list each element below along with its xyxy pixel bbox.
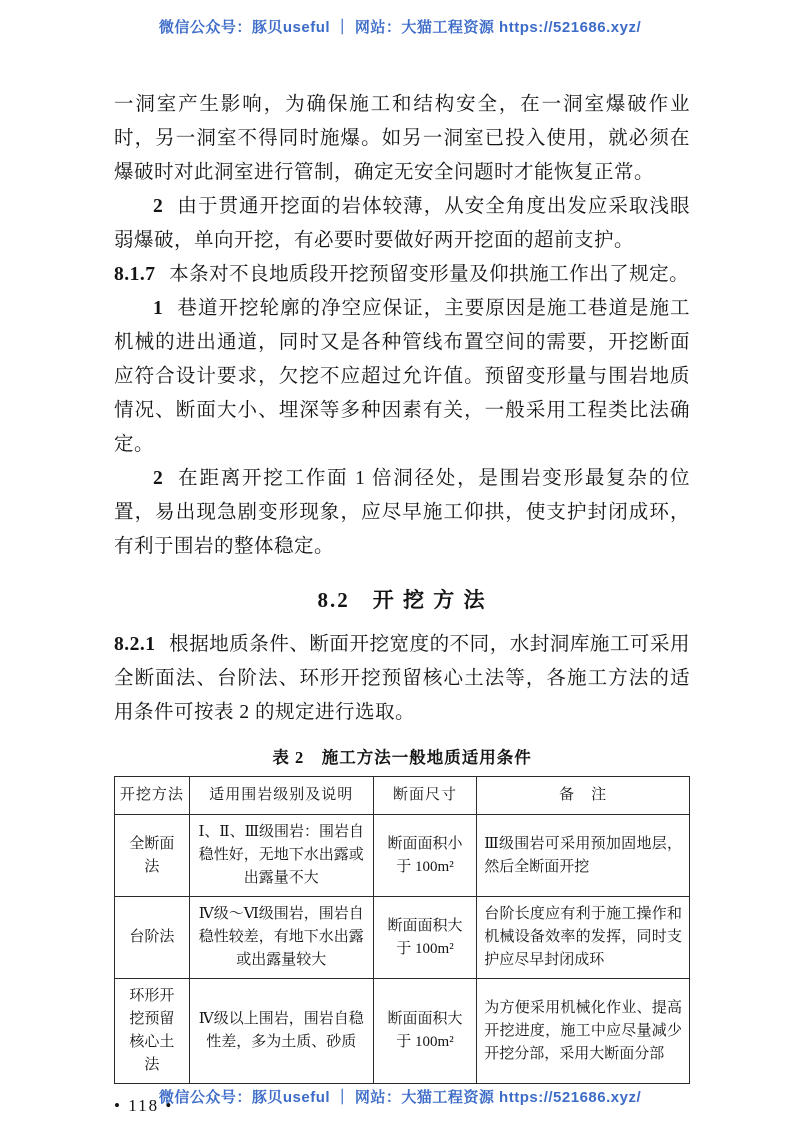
paragraph-continuation [114,88,690,190]
paragraph-item [114,462,690,564]
col-header-remarks: 备 注 [477,777,690,815]
col-header-rock-grade: 适用围岩级别及说明 [189,777,373,815]
cell-remarks: 为方便采用机械化作业、提高开挖进度，施工中应尽量减少开挖分部，采用大断面分部 [477,979,690,1084]
cell-method: 全断面法 [115,815,190,897]
paragraph-text: 由于贯通开挖面的岩体较薄，从安全角度出发应采取浅眼弱爆破，单向开挖，有必要时要做好两开挖面的超前支护。 [114,196,690,251]
paragraph-text: 一洞室产生影响，为确保施工和结构安全，在一洞室爆破作业时，另一洞室不得同时施爆。如另一洞室已投入使用，就必须在爆破时对此洞室进行管制，确定无安全问题时才能恢复正常。 [114,94,690,183]
cell-rock-grade: Ⅳ级以上围岩，围岩自稳性差，多为土质、砂质 [189,979,373,1084]
section-heading: 8.2 开 挖 方 法 [317,588,487,612]
item-number: 2 [153,196,164,217]
cell-method: 环形开挖预留核心土法 [115,979,190,1084]
item-number: 2 [153,468,164,489]
paragraph-text: 巷道开挖轮廓的净空应保证，主要原因是施工巷道是施工机械的进出通道，同时又是各种管线布置空间的需要，开挖断面应符合设计要求，欠挖不应超过允许值。预留变形量与围岩地质情况、断面大小、埋深等多种因素有关，一般采用工程类比法确定。 [114,298,690,455]
cell-rock-grade: Ⅳ级～Ⅵ级围岩，围岩自稳性较差，有地下水出露或出露量较大 [189,897,373,979]
table-row [115,897,690,979]
paragraph-clause [114,258,690,292]
clause-number: 8.2.1 [114,634,156,655]
table-header-row [115,777,690,815]
cell-section-size: 断面面积大于 100m² [373,979,477,1084]
page-number: • 118 • [114,1096,174,1115]
paragraph-text: 本条对不良地质段开挖预留变形量及仰拱施工作出了规定。 [169,264,690,285]
cell-method: 台阶法 [115,897,190,979]
paragraph-item [114,292,690,462]
header-watermark: 微信公众号：豚贝useful ｜ 网站：大猫工程资源 https://521686.xyz/ [158,19,642,36]
cell-remarks: 台阶长度应有利于施工操作和机械设备效率的发挥，同时支护应尽早封闭成环 [477,897,690,979]
clause-number: 8.1.7 [114,264,156,285]
table-caption: 表 2 施工方法一般地质适用条件 [272,748,532,767]
col-header-section-size: 断面尺寸 [373,777,477,815]
item-number: 1 [153,298,164,319]
cell-rock-grade: Ⅰ、Ⅱ、Ⅲ级围岩：围岩自稳性好，无地下水出露或出露量不大 [189,815,373,897]
paragraph-text: 在距离开挖工作面 1 倍洞径处，是围岩变形最复杂的位置，易出现急剧变形现象，应尽早施工仰拱，使支护封闭成环，有利于围岩的整体稳定。 [114,468,690,557]
table-row [115,979,690,1084]
col-header-method: 开挖方法 [115,777,190,815]
cell-remarks: Ⅲ级围岩可采用预加固地层，然后全断面开挖 [477,815,690,897]
paragraph-item [114,190,690,258]
footer-watermark: 微信公众号：豚贝useful ｜ 网站：大猫工程资源 https://521686.xyz/ [158,1089,642,1106]
table-construction-methods [114,776,690,1084]
cell-section-size: 断面面积大于 100m² [373,897,477,979]
paragraph-text: 根据地质条件、断面开挖宽度的不同，水封洞库施工可采用全断面法、台阶法、环形开挖预留核心土法等，各施工方法的适用条件可按表 2 的规定进行选取。 [114,634,690,723]
cell-section-size: 断面面积小于 100m² [373,815,477,897]
table-row [115,815,690,897]
paragraph-clause [114,628,690,730]
